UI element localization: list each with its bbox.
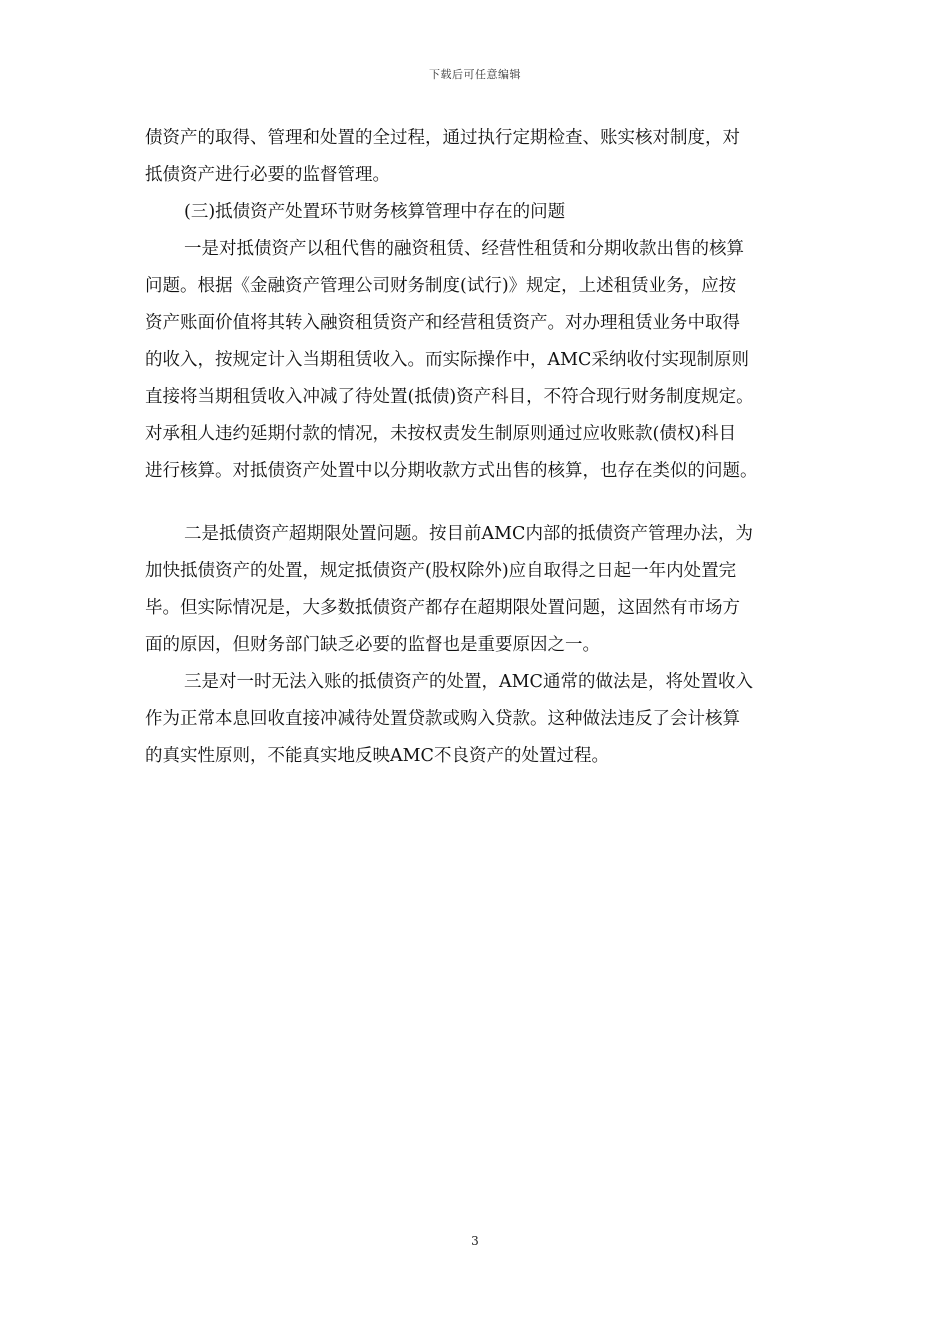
text-line: 二是抵债资产超期限处置问题。按目前AMC内部的抵债资产管理办法，为 <box>184 524 753 544</box>
section-heading <box>145 194 820 231</box>
text-line: 的收入，按规定计入当期租赁收入。而实际操作中，AMC采纳收付实现制原则 <box>145 350 749 370</box>
text-line: 毕。但实际情况是，大多数抵债资产都存在超期限处置问题，这固然有市场方 <box>145 598 740 618</box>
text-line: 加快抵债资产的处置，规定抵债资产(股权除外)应自取得之日起一年内处置完 <box>145 561 737 581</box>
text-line: 债资产的取得、管理和处置的全过程，通过执行定期检查、账实核对制度，对 <box>145 128 740 148</box>
text-line: 直接将当期租赁收入冲减了待处置(抵债)资产科目，不符合现行财务制度规定。 <box>145 387 754 407</box>
text-line: 的真实性原则，不能真实地反映AMC不良资产的处置过程。 <box>145 746 609 766</box>
text-line: 作为正常本息回收直接冲减待处置贷款或购入贷款。这种做法违反了会计核算 <box>145 709 740 729</box>
text-line: 问题。根据《金融资产管理公司财务制度(试行)》规定，上述租赁业务，应按 <box>145 276 737 296</box>
text-line: 对承租人违约延期付款的情况，未按权责发生制原则通过应收账款(债权)科目 <box>145 424 737 444</box>
paragraph-gap <box>145 490 820 516</box>
document-body <box>145 120 820 775</box>
text-line: 抵债资产进行必要的监督管理。 <box>145 165 390 185</box>
paragraph-first-issue <box>145 231 820 490</box>
page-header: 下载后可任意编辑 <box>429 68 521 81</box>
paragraph-continuation <box>145 120 820 194</box>
section-heading-text: (三)抵债资产处置环节财务核算管理中存在的问题 <box>184 202 566 222</box>
text-line: 三是对一时无法入账的抵债资产的处置，AMC通常的做法是，将处置收入 <box>184 672 753 692</box>
text-line: 一是对抵债资产以租代售的融资租赁、经营性租赁和分期收款出售的核算 <box>184 239 744 259</box>
paragraph-second-issue <box>145 516 820 664</box>
text-line: 进行核算。对抵债资产处置中以分期收款方式出售的核算，也存在类似的问题。 <box>145 461 758 481</box>
paragraph-third-issue <box>145 664 820 775</box>
text-line: 资产账面价值将其转入融资租赁资产和经营租赁资产。对办理租赁业务中取得 <box>145 313 740 333</box>
page-number: 3 <box>471 1234 479 1248</box>
text-line: 面的原因，但财务部门缺乏必要的监督也是重要原因之一。 <box>145 635 600 655</box>
